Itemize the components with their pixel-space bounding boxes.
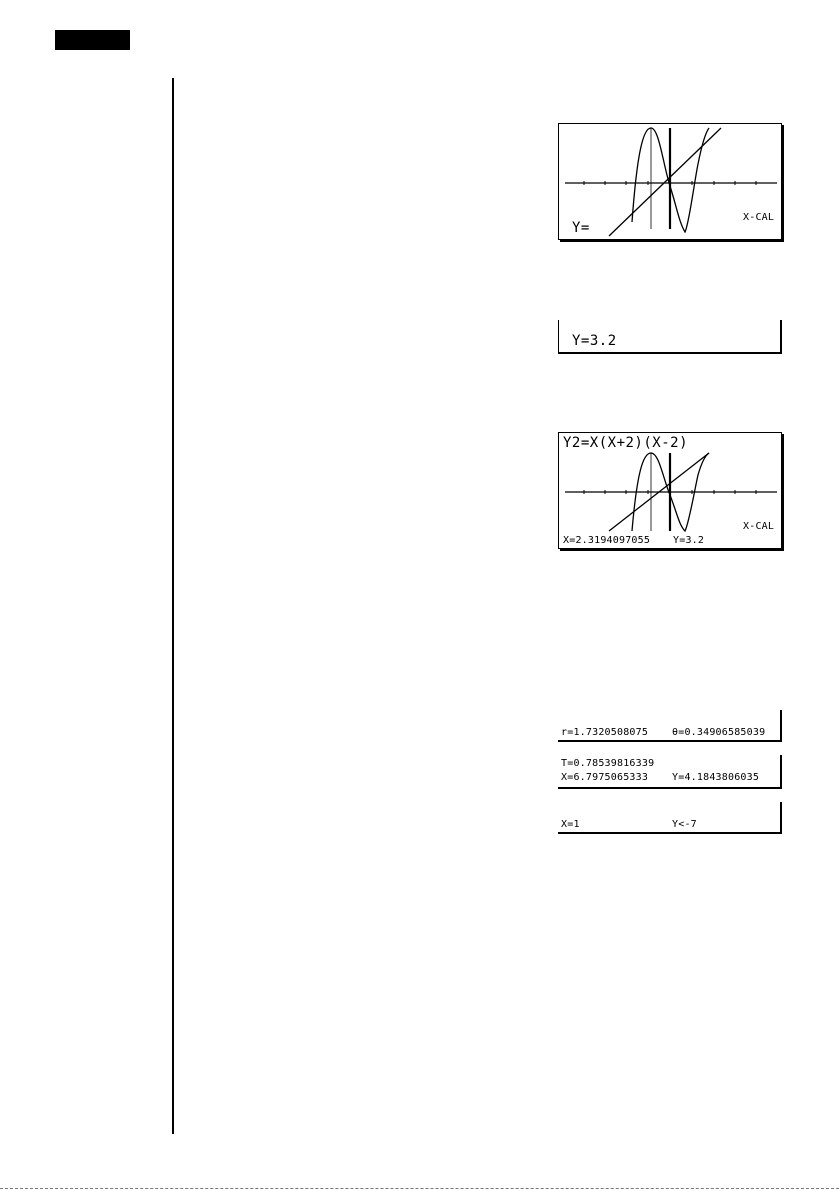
- calculator-screen-3: [558, 432, 782, 549]
- calculator-screen-1: [558, 123, 782, 240]
- graph-plot: [559, 124, 783, 241]
- screen-3-y-result: Y=3.2: [673, 535, 705, 546]
- screen-1-y-prompt: Y=: [572, 220, 590, 236]
- screen-4-theta-value: θ=0.34906585039: [672, 727, 766, 738]
- calculator-screen-2: [558, 320, 782, 354]
- screen-3-function: Y2=X(X+2)(X-2): [563, 435, 689, 451]
- screen-1-xcal-label: X-CAL: [743, 212, 775, 223]
- screen-4-r-value: r=1.7320508075: [561, 727, 649, 738]
- screen-6-x-value: X=1: [561, 819, 580, 830]
- screen-5-t-value: T=0.78539816339: [561, 758, 655, 769]
- screen-3-x-result: X=2.3194097055: [563, 535, 651, 546]
- chapter-tab: [55, 30, 130, 50]
- screen-2-y-value: Y=3.2: [572, 333, 617, 349]
- margin-rule: [172, 78, 174, 1134]
- calculator-screen-5: [558, 755, 782, 789]
- page-cut-line: [0, 1188, 839, 1189]
- calculator-screen-4: [558, 710, 782, 742]
- screen-5-x-value: X=6.7975065333: [561, 772, 649, 783]
- screen-5-y-value: Y=4.1843806035: [672, 772, 760, 783]
- calculator-screen-6: [558, 802, 782, 834]
- screen-3-xcal-label: X-CAL: [743, 521, 775, 532]
- screen-6-y-value: Y<-7: [672, 819, 697, 830]
